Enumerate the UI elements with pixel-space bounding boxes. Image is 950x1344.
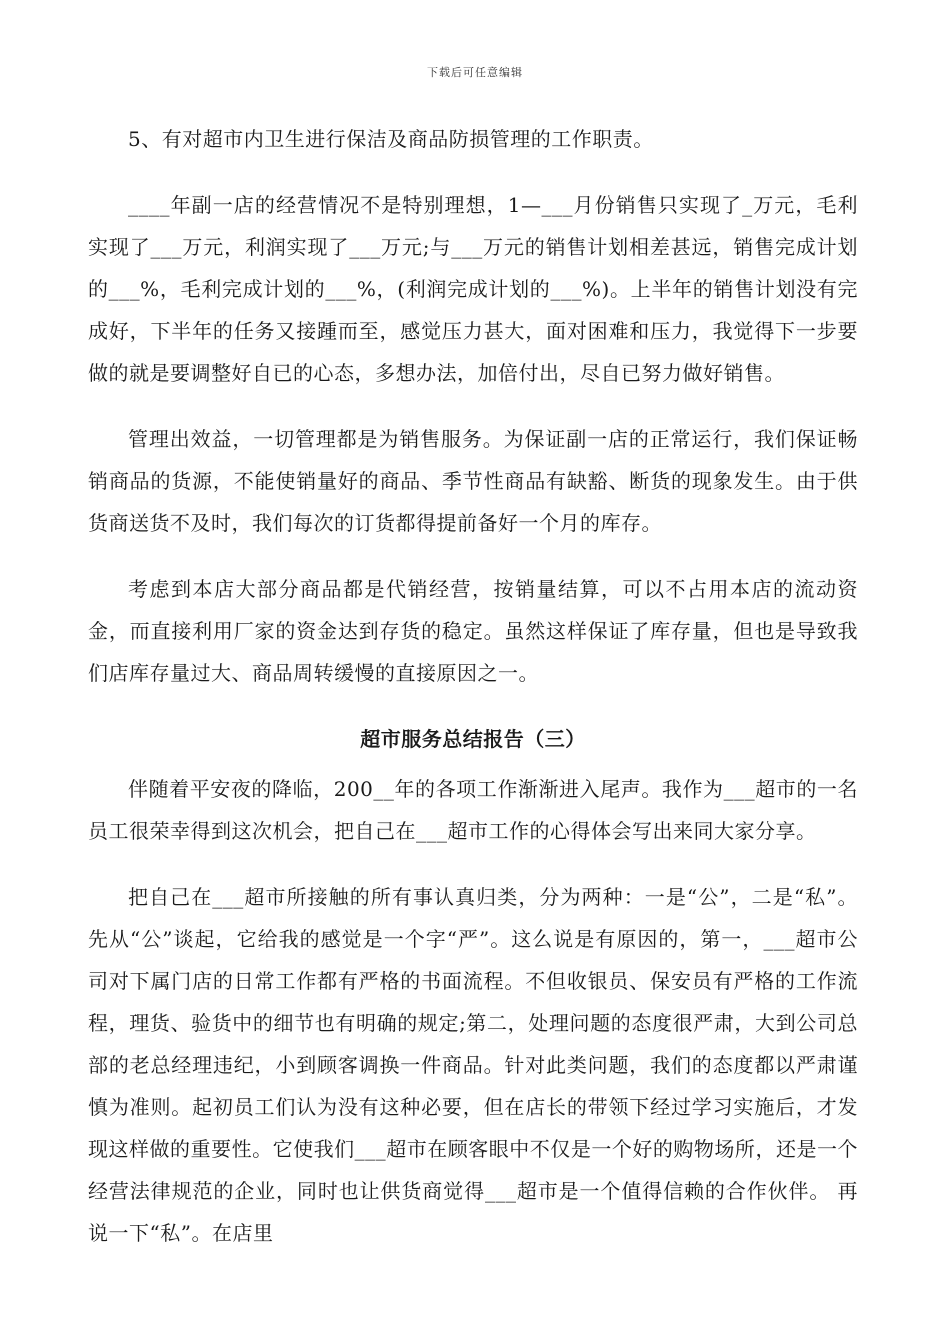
paragraph-spacer (88, 160, 858, 184)
section-title: 超市服务总结报告（三） (360, 727, 586, 751)
header-note: 下载后可任意编辑 (427, 66, 523, 79)
paragraph-intro: 伴随着平安夜的降临，200__年的各项工作渐渐进入尾声。我作为___超市的一名员工很荣幸得到这次机会，把自己在___超市工作的心得体会写出来同大家分享。 (88, 777, 858, 843)
paragraph-spacer (88, 694, 858, 718)
paragraph-management: 管理出效益，一切管理都是为销售服务。为保证副一店的正常运行，我们保证畅销商品的货源，不能使销量好的商品、季节性商品有缺豁、断货的现象发生。由于供货商送货不及时，我们每次的订货都得提前备好一个月的库存。 (88, 427, 858, 535)
paragraph-spacer (88, 852, 858, 876)
paragraph-spacer (88, 544, 858, 568)
paragraph-public-private: 把自己在___超市所接触的所有事认真归类，分为两种：一是“公”，二是“私”。 先从“公”谈起，它给我的感觉是一个字“严”。这么说是有原因的，第一，___超市公司对下属门店的日常工作都有严格的书面流程。不但收银员、保安员有严格的工作流程，理货、验货中的细节也有明确的规定;第二，处理问题的态度很严肃，大到公司总部的老总经理违纪，小到顾客调换一件商品。针对此类问题，我们的态度都以严肃谨慎为准则。起初员工们认为没有这种必要，但在店长的带领下经过学习实施后，才发现这样做的重要性。它使我们___超市在顾客眼中不仅是一个好的购物场所，还是一个经营法律规范的企业，同时也让供货商觉得___超市是一个值得信赖的合作伙伴。 再说一下“私”。在店里 (88, 885, 858, 1245)
heading-spacer (88, 760, 858, 768)
paragraph-consignment: 考虑到本店大部分商品都是代销经营，按销量结算，可以不占用本店的流动资金，而直接利用厂家的资金达到存货的稳定。虽然这样保证了库存量，但也是导致我们店库存量过大、商品周转缓慢的直接原因之一。 (88, 577, 858, 685)
paragraph-duty-5: 5、有对超市内卫生进行保洁及商品防损管理的工作职责。 (128, 127, 654, 151)
document-body (88, 118, 858, 1254)
paragraph-spacer (88, 394, 858, 418)
paragraph-sales-performance: ____年副一店的经营情况不是特别理想，1—___月份销售只实现了_万元，毛利实现了___万元，利润实现了___万元;与___万元的销售计划相差甚远，销售完成计划的___%，毛利完成计划的___%，(利润完成计划的___%)。上半年的销售计划没有完成好，下半年的任务又接踵而至，感觉压力甚大，面对困难和压力，我觉得下一步要做的就是要调整好自已的心态，多想办法，加倍付出，尽自已努力做好销售。 (88, 193, 858, 385)
